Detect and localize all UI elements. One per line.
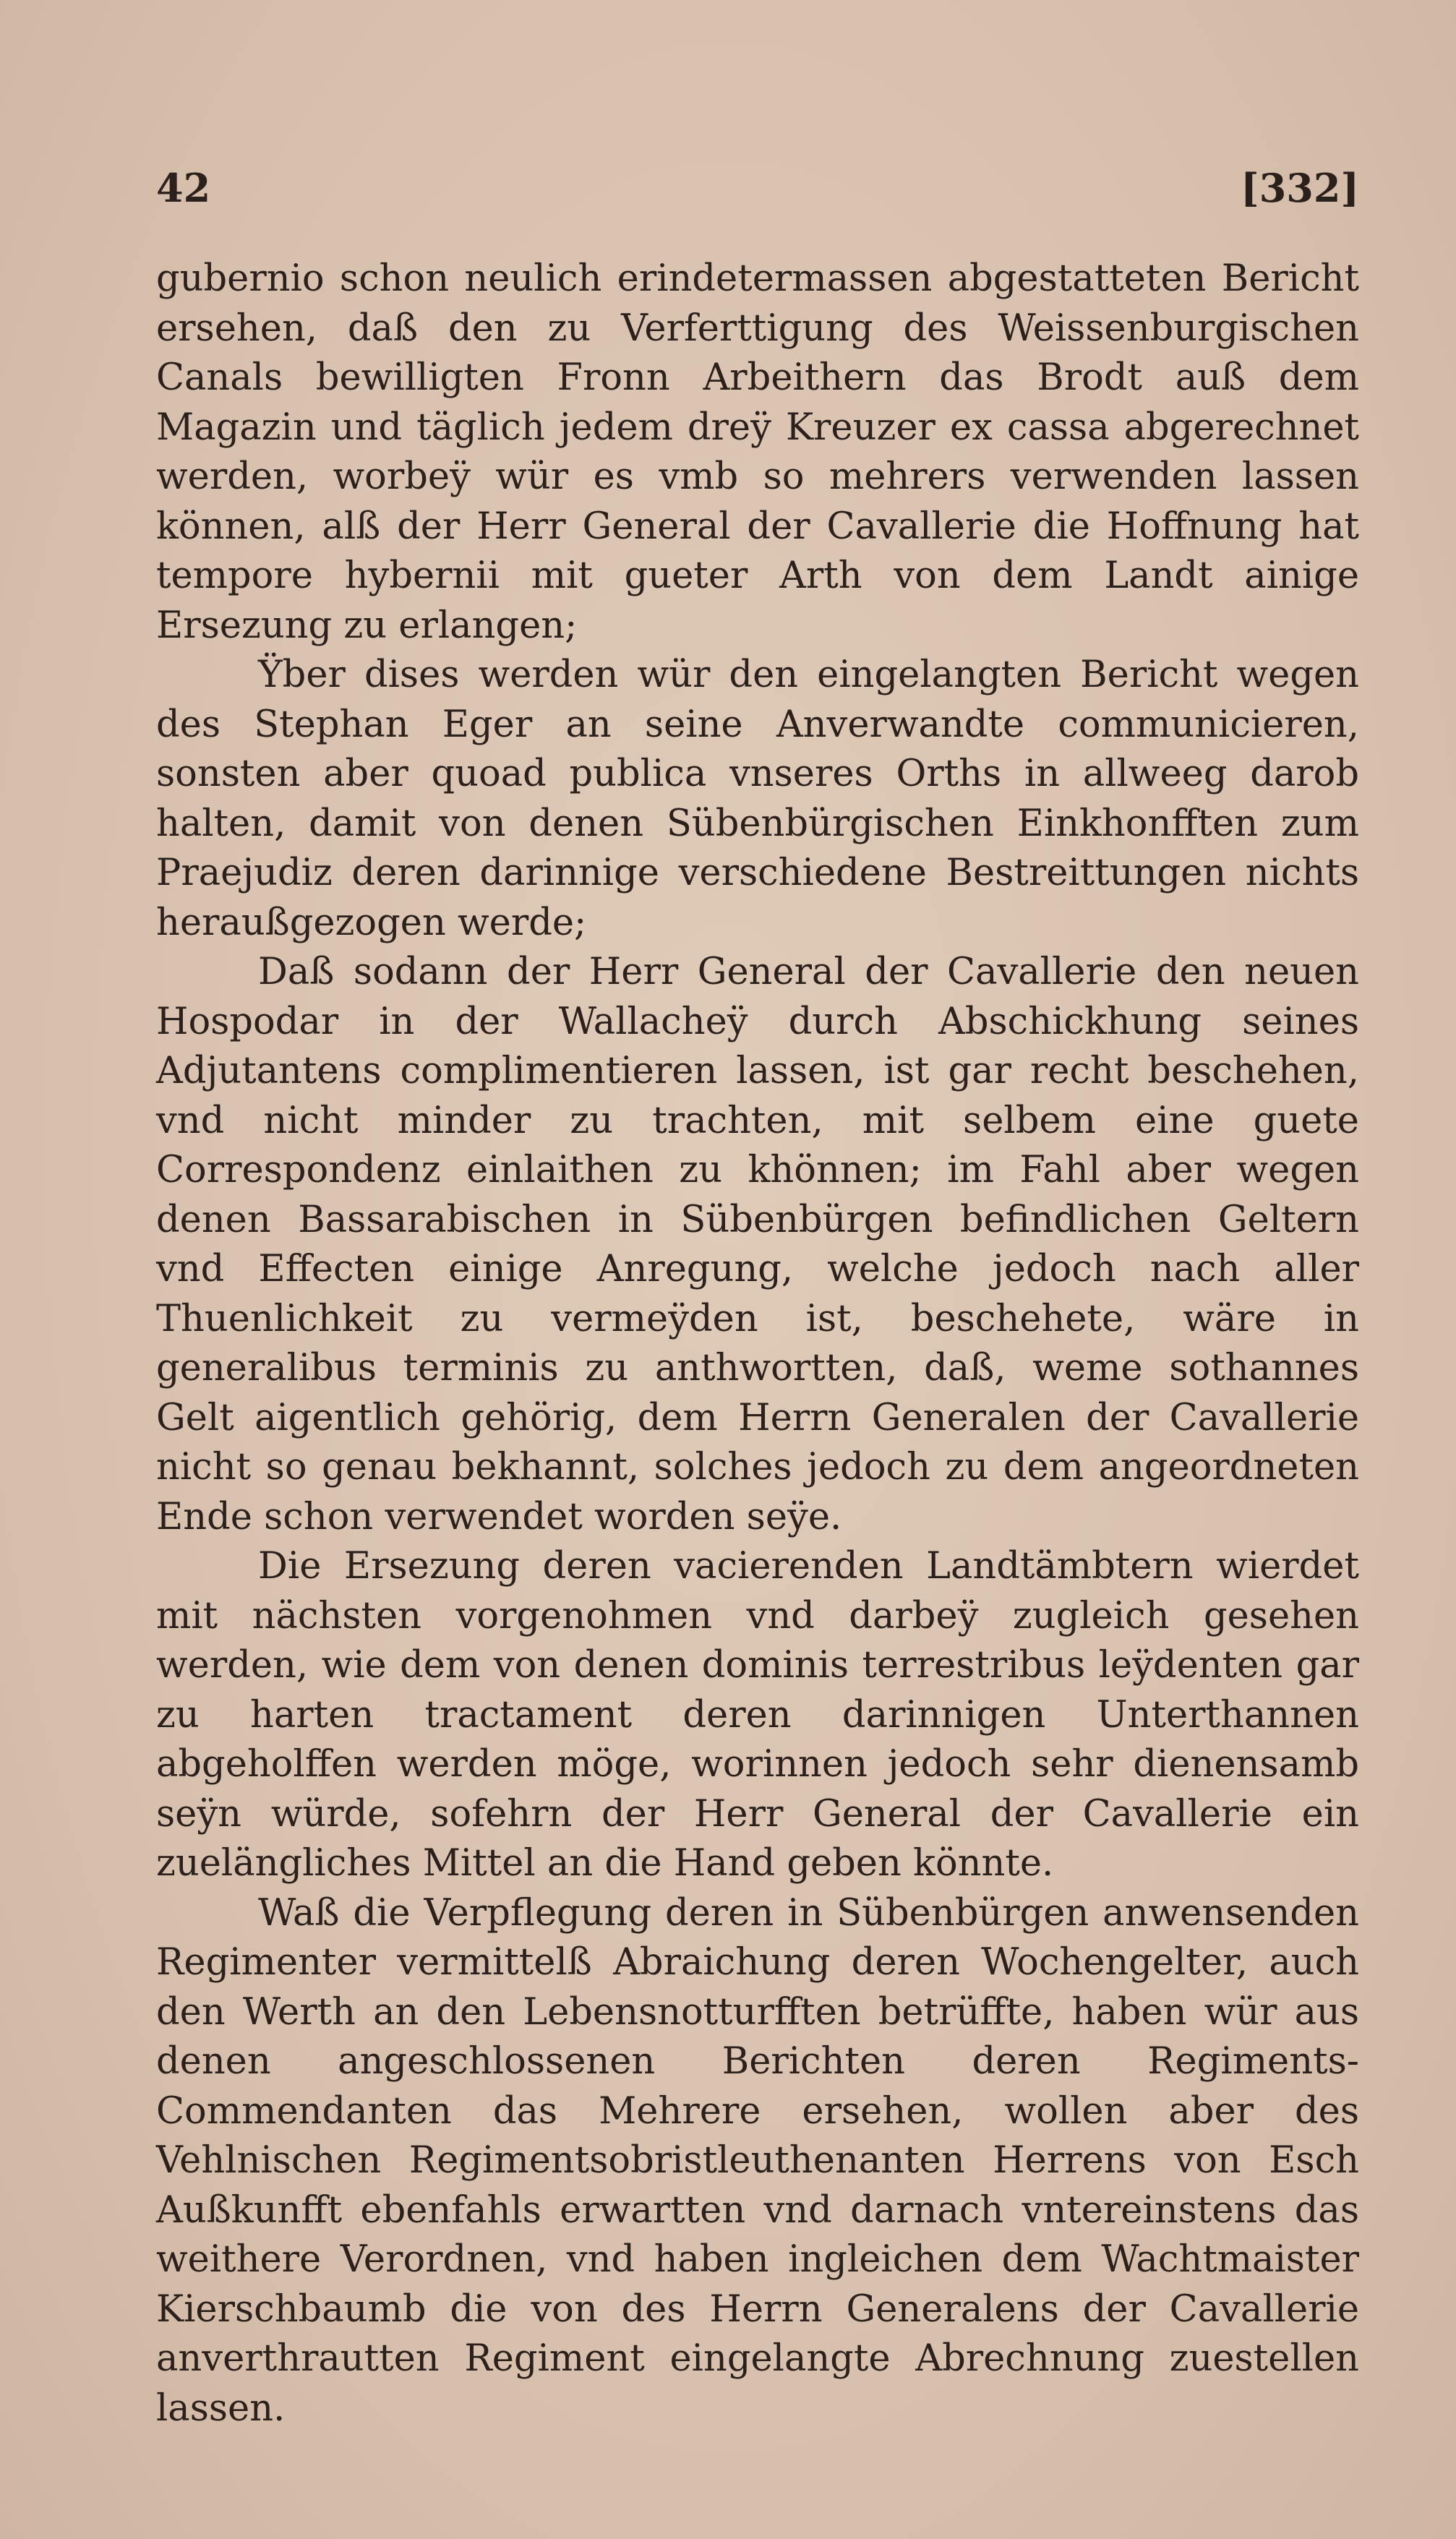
paragraph-1: gubernio schon neulich erindetermassen abgestatteten Bericht ersehen, daß den zu Verferttigung des Weissenburgischen Canals bewilligten Fronn Arbeithern das Brodt auß dem Magazin und täglich jedem dreÿ Kreuzer ex cassa abgerechnet werden, worbeÿ wür es vmb so mehrers verwenden lassen können, alß der Herr General der Cavallerie die Hoffnung hat tempore hybernii mit gueter Arth von dem Landt ainige Ersezung zu erlangen;: [156, 257, 1359, 647]
paragraph-4: Die Ersezung deren vacierenden Landtämbtern wierdet mit nächsten vorgenohmen vnd darbeÿ zugleich gesehen werden, wie dem von denen dominis terrestribus leÿdenten gar zu harten tractament deren darinnigen Unterthannen abgeholffen werden möge, worinnen jedoch sehr dienensamb seÿn würde, sofehrn der Herr General der Cavallerie ein zuelängliches Mittel an die Hand geben könnte.: [156, 1545, 1359, 1885]
document-number: [332]: [1241, 165, 1359, 211]
page-header: [156, 165, 1359, 223]
paragraph-5: Waß die Verpflegung deren in Sübenbürgen anwensenden Regimenter vermittelß Abraichung deren Wochengelter, auch den Werth an den Lebensnotturfften betrüffte, haben wür aus denen angeschlossenen Berichten deren Regiments-Commendanten das Mehrere ersehen, wollen aber des Vehlnischen Regimentsobristleuthenanten Herrens von Esch Außkunfft ebenfahls erwartten vnd darnach vntereinstens das weithere Verordnen, vnd haben ingleichen dem Wachtmaister Kierschbaumb die von des Herrn Generalens der Cavallerie anverthrautten Regiment eingelangte Abrechnung zuestellen lassen.: [156, 1891, 1359, 2430]
body-text: [156, 254, 1359, 2433]
page-number: 42: [156, 165, 211, 211]
paragraph-2: Ÿber dises werden wür den eingelangten Bericht wegen des Stephan Eger an seine Anverwandte communicieren, sonsten aber quoad publica vnseres Orths in allweeg darob halten, damit von denen Sübenbürgischen Einkhonfften zum Praejudiz deren darinnige verschiedene Bestreittungen nichts heraußgezogen werde;: [156, 654, 1359, 944]
paragraph-3: Daß sodann der Herr General der Cavallerie den neuen Hospodar in der Wallacheÿ durch Abschickhung seines Adjutantens complimentieren lassen, ist gar recht beschehen, vnd nicht minder zu trachten, mit selbem eine guete Correspondenz einlaithen zu khönnen; im Fahl aber wegen denen Bassarabischen in Sübenbürgen befindlichen Geltern vnd Effecten einige Anregung, welche jedoch nach aller Thuenlichkeit zu vermeÿden ist, beschehete, wäre in generalibus terminis zu anthwortten, daß, weme sothannes Gelt aigentlich gehörig, dem Herrn Generalen der Cavallerie nicht so genau bekhannt, solches jedoch zu dem angeordneten Ende schon verwendet worden seÿe.: [156, 951, 1359, 1538]
